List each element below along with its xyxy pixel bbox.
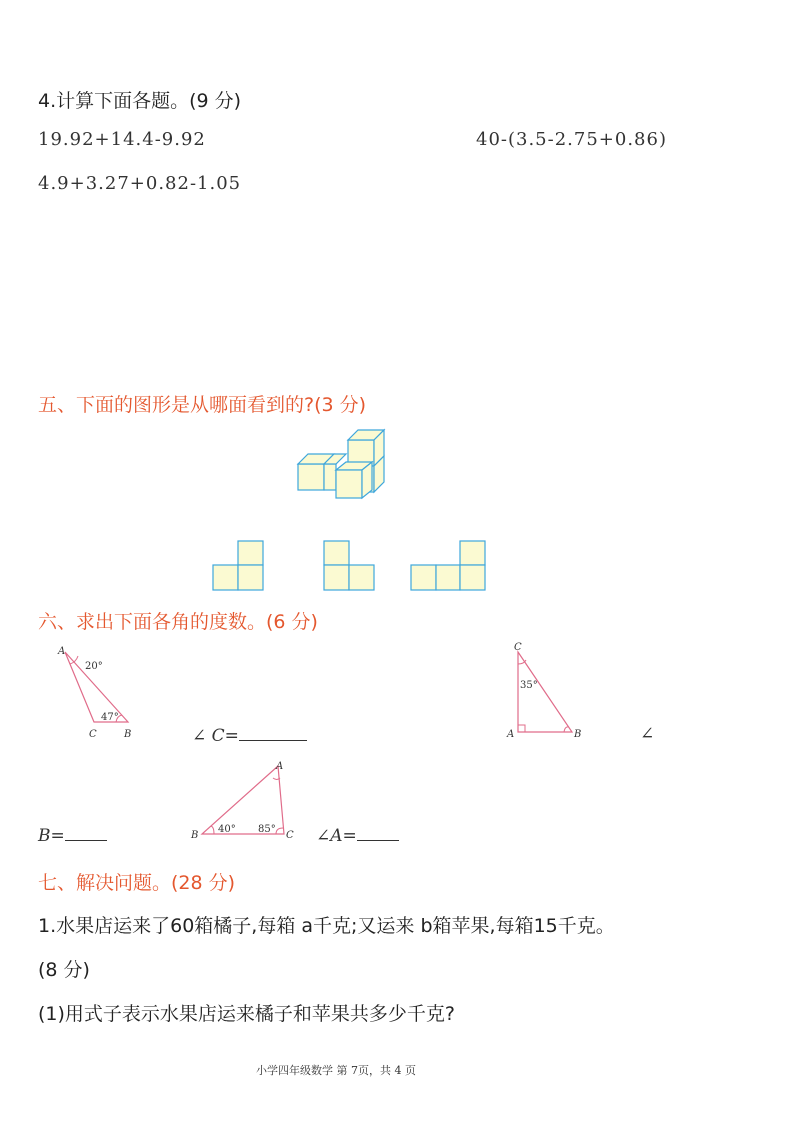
q4-title: 4.计算下面各题。(9 分) (38, 90, 242, 112)
answer-blank-2[interactable] (65, 824, 107, 841)
expr-2: 40-(3.5-2.75+0.86) (476, 129, 667, 150)
problem-1-sub-1: (1)用式子表示水果店运来橘子和苹果共多少千克? (38, 1003, 455, 1025)
answer-angle-c-label: ∠ C= (192, 726, 239, 746)
answer-blank-1[interactable] (239, 724, 307, 741)
answer-angle-b-label: B= (38, 826, 65, 846)
view-option-3 (410, 540, 488, 592)
section-6-title: 六、求出下面各角的度数。(6 分) (38, 611, 318, 633)
answer-angle-b-symbol: ∠ (640, 724, 655, 744)
answer-angle-b (38, 824, 107, 846)
triangle-1 (52, 642, 142, 742)
problem-1-line-1: 1.水果店运来了60箱橘子,每箱 a千克;又运来 b箱苹果,每箱15千克。 (38, 915, 615, 937)
view-option-2 (323, 540, 377, 592)
answer-angle-a-label: ∠A= (316, 826, 357, 846)
cube-stack-figure (290, 426, 390, 506)
tri1-label-b: B (124, 729, 132, 740)
triangle-2 (504, 640, 594, 744)
tri3-label-a: A (276, 761, 284, 772)
section-5-title: 五、下面的图形是从哪面看到的?(3 分) (38, 394, 367, 416)
answer-angle-c (192, 724, 307, 746)
tri1-label-a: A (58, 646, 66, 657)
expr-1: 19.92+14.4-9.92 (38, 129, 206, 150)
answer-blank-3[interactable] (357, 824, 399, 841)
tri3-angle-c: 85° (258, 824, 276, 835)
expr-3: 4.9+3.27+0.82-1.05 (38, 173, 242, 194)
tri2-angle-c: 35° (520, 680, 538, 691)
tri1-angle-b: 47° (101, 712, 119, 723)
answer-angle-a (316, 824, 399, 846)
tri3-label-c: C (286, 830, 294, 841)
problem-1-line-2: (8 分) (38, 959, 90, 981)
tri1-angle-a: 20° (85, 661, 103, 672)
cube-face (298, 464, 324, 490)
tri3-angle-b: 40° (218, 824, 236, 835)
triangle-3 (188, 756, 298, 846)
tri2-label-a: A (507, 729, 515, 740)
tri1-label-c: C (89, 729, 97, 740)
tri3-label-b: B (191, 830, 199, 841)
view-option-1 (212, 540, 266, 592)
page-footer: 小学四年级数学 第 7页，共 4 页 (256, 1064, 416, 1077)
section-7-title: 七、解决问题。(28 分) (38, 872, 236, 894)
tri2-label-c: C (514, 642, 522, 653)
tri2-label-b: B (574, 729, 582, 740)
